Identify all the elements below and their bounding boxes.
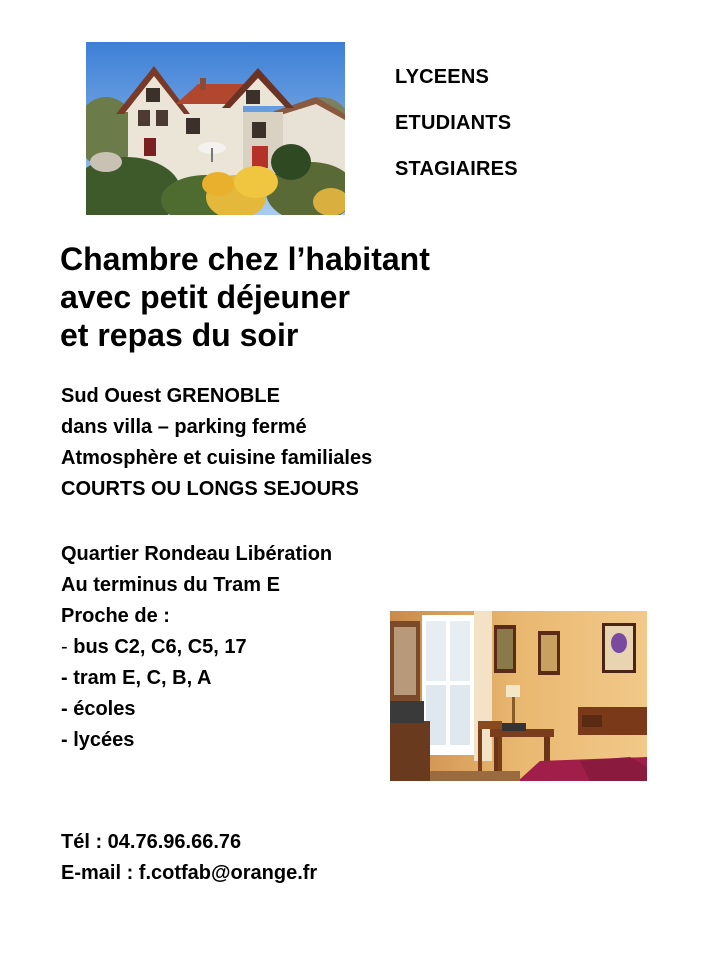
headline-line: et repas du soir <box>60 317 299 353</box>
near-item <box>61 663 332 694</box>
near-item-text: - lycées <box>61 729 135 751</box>
info-line: dans villa – parking fermé <box>61 416 307 438</box>
info-line: COURTS OU LONGS SEJOURS <box>61 478 359 500</box>
info-line: Atmosphère et cuisine familiales <box>61 447 373 469</box>
location-block <box>61 539 332 756</box>
room-photo <box>390 611 647 781</box>
near-item-text: - tram E, C, B, A <box>61 667 212 689</box>
email-line: E-mail : f.cotfab@orange.fr <box>61 862 318 884</box>
near-item-text: - écoles <box>61 698 136 720</box>
near-item <box>61 632 332 663</box>
near-item <box>61 694 332 725</box>
near-label: Proche de : <box>61 605 170 627</box>
audience-item: STAGIAIRES <box>395 158 518 180</box>
tram-terminus-line: Au terminus du Tram E <box>61 574 280 596</box>
info-line: Sud Ouest GRENOBLE <box>61 385 280 407</box>
district-line: Quartier Rondeau Libération <box>61 543 333 565</box>
contact-block <box>61 827 317 889</box>
near-item <box>61 725 332 756</box>
info-block <box>61 381 372 505</box>
audience-item: LYCEENS <box>395 66 490 88</box>
house-photo <box>86 42 345 215</box>
audience-item: ETUDIANTS <box>395 112 512 134</box>
headline-line: avec petit déjeuner <box>60 279 350 315</box>
near-item-text: bus C2, C6, C5, 17 <box>67 636 247 658</box>
phone-line: Tél : 04.76.96.66.76 <box>61 831 242 853</box>
headline <box>60 240 430 354</box>
headline-line: Chambre chez l’habitant <box>60 241 430 277</box>
audience-list <box>395 66 518 204</box>
near-item-dash: - <box>61 636 68 658</box>
